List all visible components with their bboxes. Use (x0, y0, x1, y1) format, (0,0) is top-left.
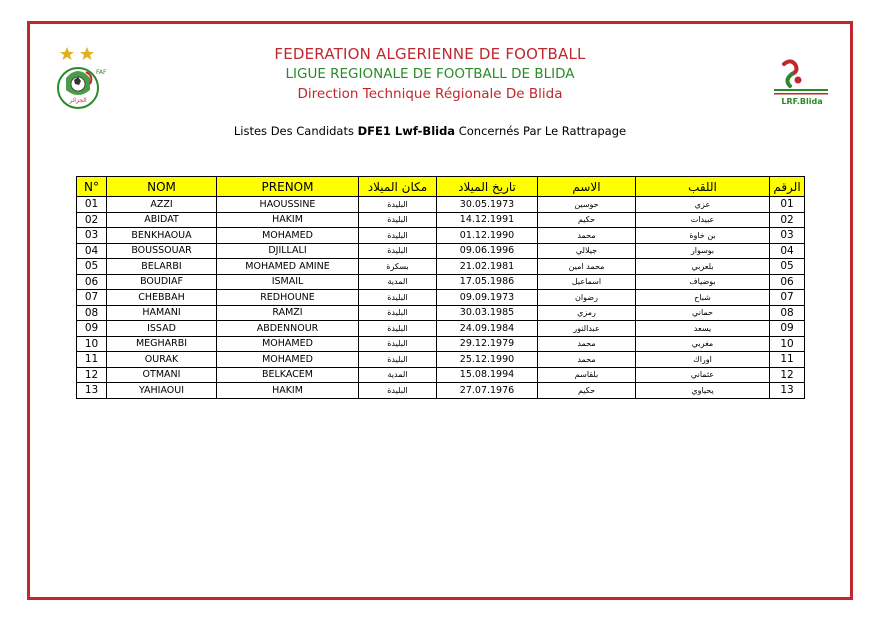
cell-number-ar: 11 (770, 352, 805, 368)
cell-number-ar: 10 (770, 336, 805, 352)
cell-firstname-ar: بلقاسم (538, 367, 636, 383)
cell-prenom: MOHAMED (217, 336, 359, 352)
cell-lastname-ar: حماني (636, 305, 770, 321)
col-prenom-header: PRENOM (217, 177, 359, 197)
faf-logo (56, 44, 108, 114)
table-row (77, 321, 805, 337)
cell-number-ar: 03 (770, 228, 805, 244)
cell-birthdate: 14.12.1991 (437, 212, 538, 228)
col-birthplace-header: مكان الميلاد (359, 177, 437, 197)
col-lastname-ar-header: اللقب (636, 177, 770, 197)
cell-birthplace: البليدة (359, 228, 437, 244)
cell-birthdate: 29.12.1979 (437, 336, 538, 352)
cell-number-ar: 13 (770, 383, 805, 399)
cell-birthdate: 15.08.1994 (437, 367, 538, 383)
cell-birthdate: 27.07.1976 (437, 383, 538, 399)
cell-nom: OURAK (107, 352, 217, 368)
cell-birthdate: 30.05.1973 (437, 197, 538, 213)
cell-firstname-ar: محمد (538, 228, 636, 244)
cell-prenom: HAKIM (217, 383, 359, 399)
cell-lastname-ar: اوراك (636, 352, 770, 368)
cell-prenom: MOHAMED AMINE (217, 259, 359, 275)
cell-number-ar: 06 (770, 274, 805, 290)
cell-number-ar: 08 (770, 305, 805, 321)
cell-birthplace: المدية (359, 367, 437, 383)
cell-lastname-ar: بوضياف (636, 274, 770, 290)
cell-prenom: REDHOUNE (217, 290, 359, 306)
col-birthdate-header: تاريخ الميلاد (437, 177, 538, 197)
cell-lastname-ar: مغربي (636, 336, 770, 352)
cell-nom: BOUSSOUAR (107, 243, 217, 259)
federation-title: FEDERATION ALGERIENNE DE FOOTBALL (274, 45, 586, 63)
cell-lastname-ar: شباح (636, 290, 770, 306)
cell-birthplace: البليدة (359, 290, 437, 306)
cell-firstname-ar: اسماعيل (538, 274, 636, 290)
cell-birthdate: 30.03.1985 (437, 305, 538, 321)
cell-prenom: MOHAMED (217, 228, 359, 244)
cell-number-ar: 12 (770, 367, 805, 383)
table-row (77, 383, 805, 399)
cell-prenom: HAOUSSINE (217, 197, 359, 213)
cell-number: 08 (77, 305, 107, 321)
cell-number: 10 (77, 336, 107, 352)
table-row (77, 305, 805, 321)
faf-abbr: FAF (96, 69, 107, 76)
lrf-blida-logo (770, 56, 832, 106)
cell-prenom: MOHAMED (217, 352, 359, 368)
direction-title: Direction Technique Régionale De Blida (297, 86, 563, 102)
cell-birthplace: البليدة (359, 321, 437, 337)
cell-birthplace: البليدة (359, 243, 437, 259)
cell-number-ar: 05 (770, 259, 805, 275)
cell-number: 12 (77, 367, 107, 383)
cell-number: 11 (77, 352, 107, 368)
cell-number: 04 (77, 243, 107, 259)
table-row (77, 274, 805, 290)
table-row (77, 259, 805, 275)
cell-number: 01 (77, 197, 107, 213)
cell-firstname-ar: حوسين (538, 197, 636, 213)
cell-number-ar: 07 (770, 290, 805, 306)
cell-birthplace: البليدة (359, 305, 437, 321)
cell-prenom: ABDENNOUR (217, 321, 359, 337)
table-row (77, 228, 805, 244)
table-row (77, 212, 805, 228)
cell-birthplace: المدية (359, 274, 437, 290)
table-header-row (77, 177, 805, 197)
table-row (77, 197, 805, 213)
cell-nom: ABIDAT (107, 212, 217, 228)
col-number-header: N° (77, 177, 107, 197)
cell-number-ar: 01 (770, 197, 805, 213)
cell-prenom: ISMAIL (217, 274, 359, 290)
cell-birthplace: البليدة (359, 352, 437, 368)
cell-birthdate: 25.12.1990 (437, 352, 538, 368)
cell-birthdate: 01.12.1990 (437, 228, 538, 244)
cell-number: 05 (77, 259, 107, 275)
cell-number: 09 (77, 321, 107, 337)
subtitle-bold: DFE1 Lwf-Blida (357, 124, 456, 138)
table-row (77, 336, 805, 352)
cell-lastname-ar: بن خاوة (636, 228, 770, 244)
table-row (77, 290, 805, 306)
cell-birthdate: 09.06.1996 (437, 243, 538, 259)
cell-number-ar: 04 (770, 243, 805, 259)
candidates-table (76, 176, 805, 399)
league-title: LIGUE REGIONALE DE FOOTBALL DE BLIDA (285, 66, 575, 82)
cell-birthdate: 21.02.1981 (437, 259, 538, 275)
cell-nom: MEGHARBI (107, 336, 217, 352)
cell-nom: CHEBBAH (107, 290, 217, 306)
cell-nom: YAHIAOUI (107, 383, 217, 399)
cell-firstname-ar: محمد (538, 352, 636, 368)
table-row (77, 243, 805, 259)
cell-firstname-ar: حكيم (538, 212, 636, 228)
list-subtitle (130, 124, 730, 138)
cell-lastname-ar: يحياوي (636, 383, 770, 399)
cell-firstname-ar: عبدالنور (538, 321, 636, 337)
cell-nom: OTMANI (107, 367, 217, 383)
subtitle-prefix: Listes Des Candidats (233, 124, 358, 138)
cell-lastname-ar: بلعربي (636, 259, 770, 275)
cell-number: 13 (77, 383, 107, 399)
cell-nom: BELARBI (107, 259, 217, 275)
cell-firstname-ar: محمد (538, 336, 636, 352)
cell-nom: BOUDIAF (107, 274, 217, 290)
col-nom-header: NOM (107, 177, 217, 197)
table-body (77, 197, 805, 399)
cell-firstname-ar: رضوان (538, 290, 636, 306)
table-row (77, 352, 805, 368)
subtitle-suffix: Concernés Par Le Rattrapage (455, 124, 627, 138)
cell-nom: ISSAD (107, 321, 217, 337)
cell-birthplace: البليدة (359, 336, 437, 352)
cell-firstname-ar: جيلالي (538, 243, 636, 259)
cell-number: 03 (77, 228, 107, 244)
cell-nom: BENKHAOUA (107, 228, 217, 244)
cell-birthdate: 24.09.1984 (437, 321, 538, 337)
cell-birthdate: 09.09.1973 (437, 290, 538, 306)
cell-lastname-ar: عزي (636, 197, 770, 213)
cell-prenom: HAKIM (217, 212, 359, 228)
cell-number: 06 (77, 274, 107, 290)
cell-birthplace: البليدة (359, 383, 437, 399)
cell-nom: HAMANI (107, 305, 217, 321)
cell-firstname-ar: محمد امين (538, 259, 636, 275)
table-row (77, 367, 805, 383)
cell-number: 07 (77, 290, 107, 306)
cell-birthplace: البليدة (359, 197, 437, 213)
cell-number: 02 (77, 212, 107, 228)
col-firstname-ar-header: الاسم (538, 177, 636, 197)
lrf-logo-text: LRF.Blida (781, 97, 823, 106)
cell-birthdate: 17.05.1986 (437, 274, 538, 290)
cell-prenom: RAMZI (217, 305, 359, 321)
cell-lastname-ar: عبيدات (636, 212, 770, 228)
faf-arabic-text: الجزائر (69, 97, 87, 104)
cell-birthplace: بسكرة (359, 259, 437, 275)
cell-firstname-ar: حكيم (538, 383, 636, 399)
cell-lastname-ar: يسعد (636, 321, 770, 337)
cell-lastname-ar: بوسوار (636, 243, 770, 259)
cell-lastname-ar: عثماني (636, 367, 770, 383)
cell-number-ar: 09 (770, 321, 805, 337)
cell-number-ar: 02 (770, 212, 805, 228)
cell-birthplace: البليدة (359, 212, 437, 228)
cell-firstname-ar: رمزي (538, 305, 636, 321)
cell-prenom: DJILLALI (217, 243, 359, 259)
cell-prenom: BELKACEM (217, 367, 359, 383)
col-number-ar-header: الرقم (770, 177, 805, 197)
cell-nom: AZZI (107, 197, 217, 213)
